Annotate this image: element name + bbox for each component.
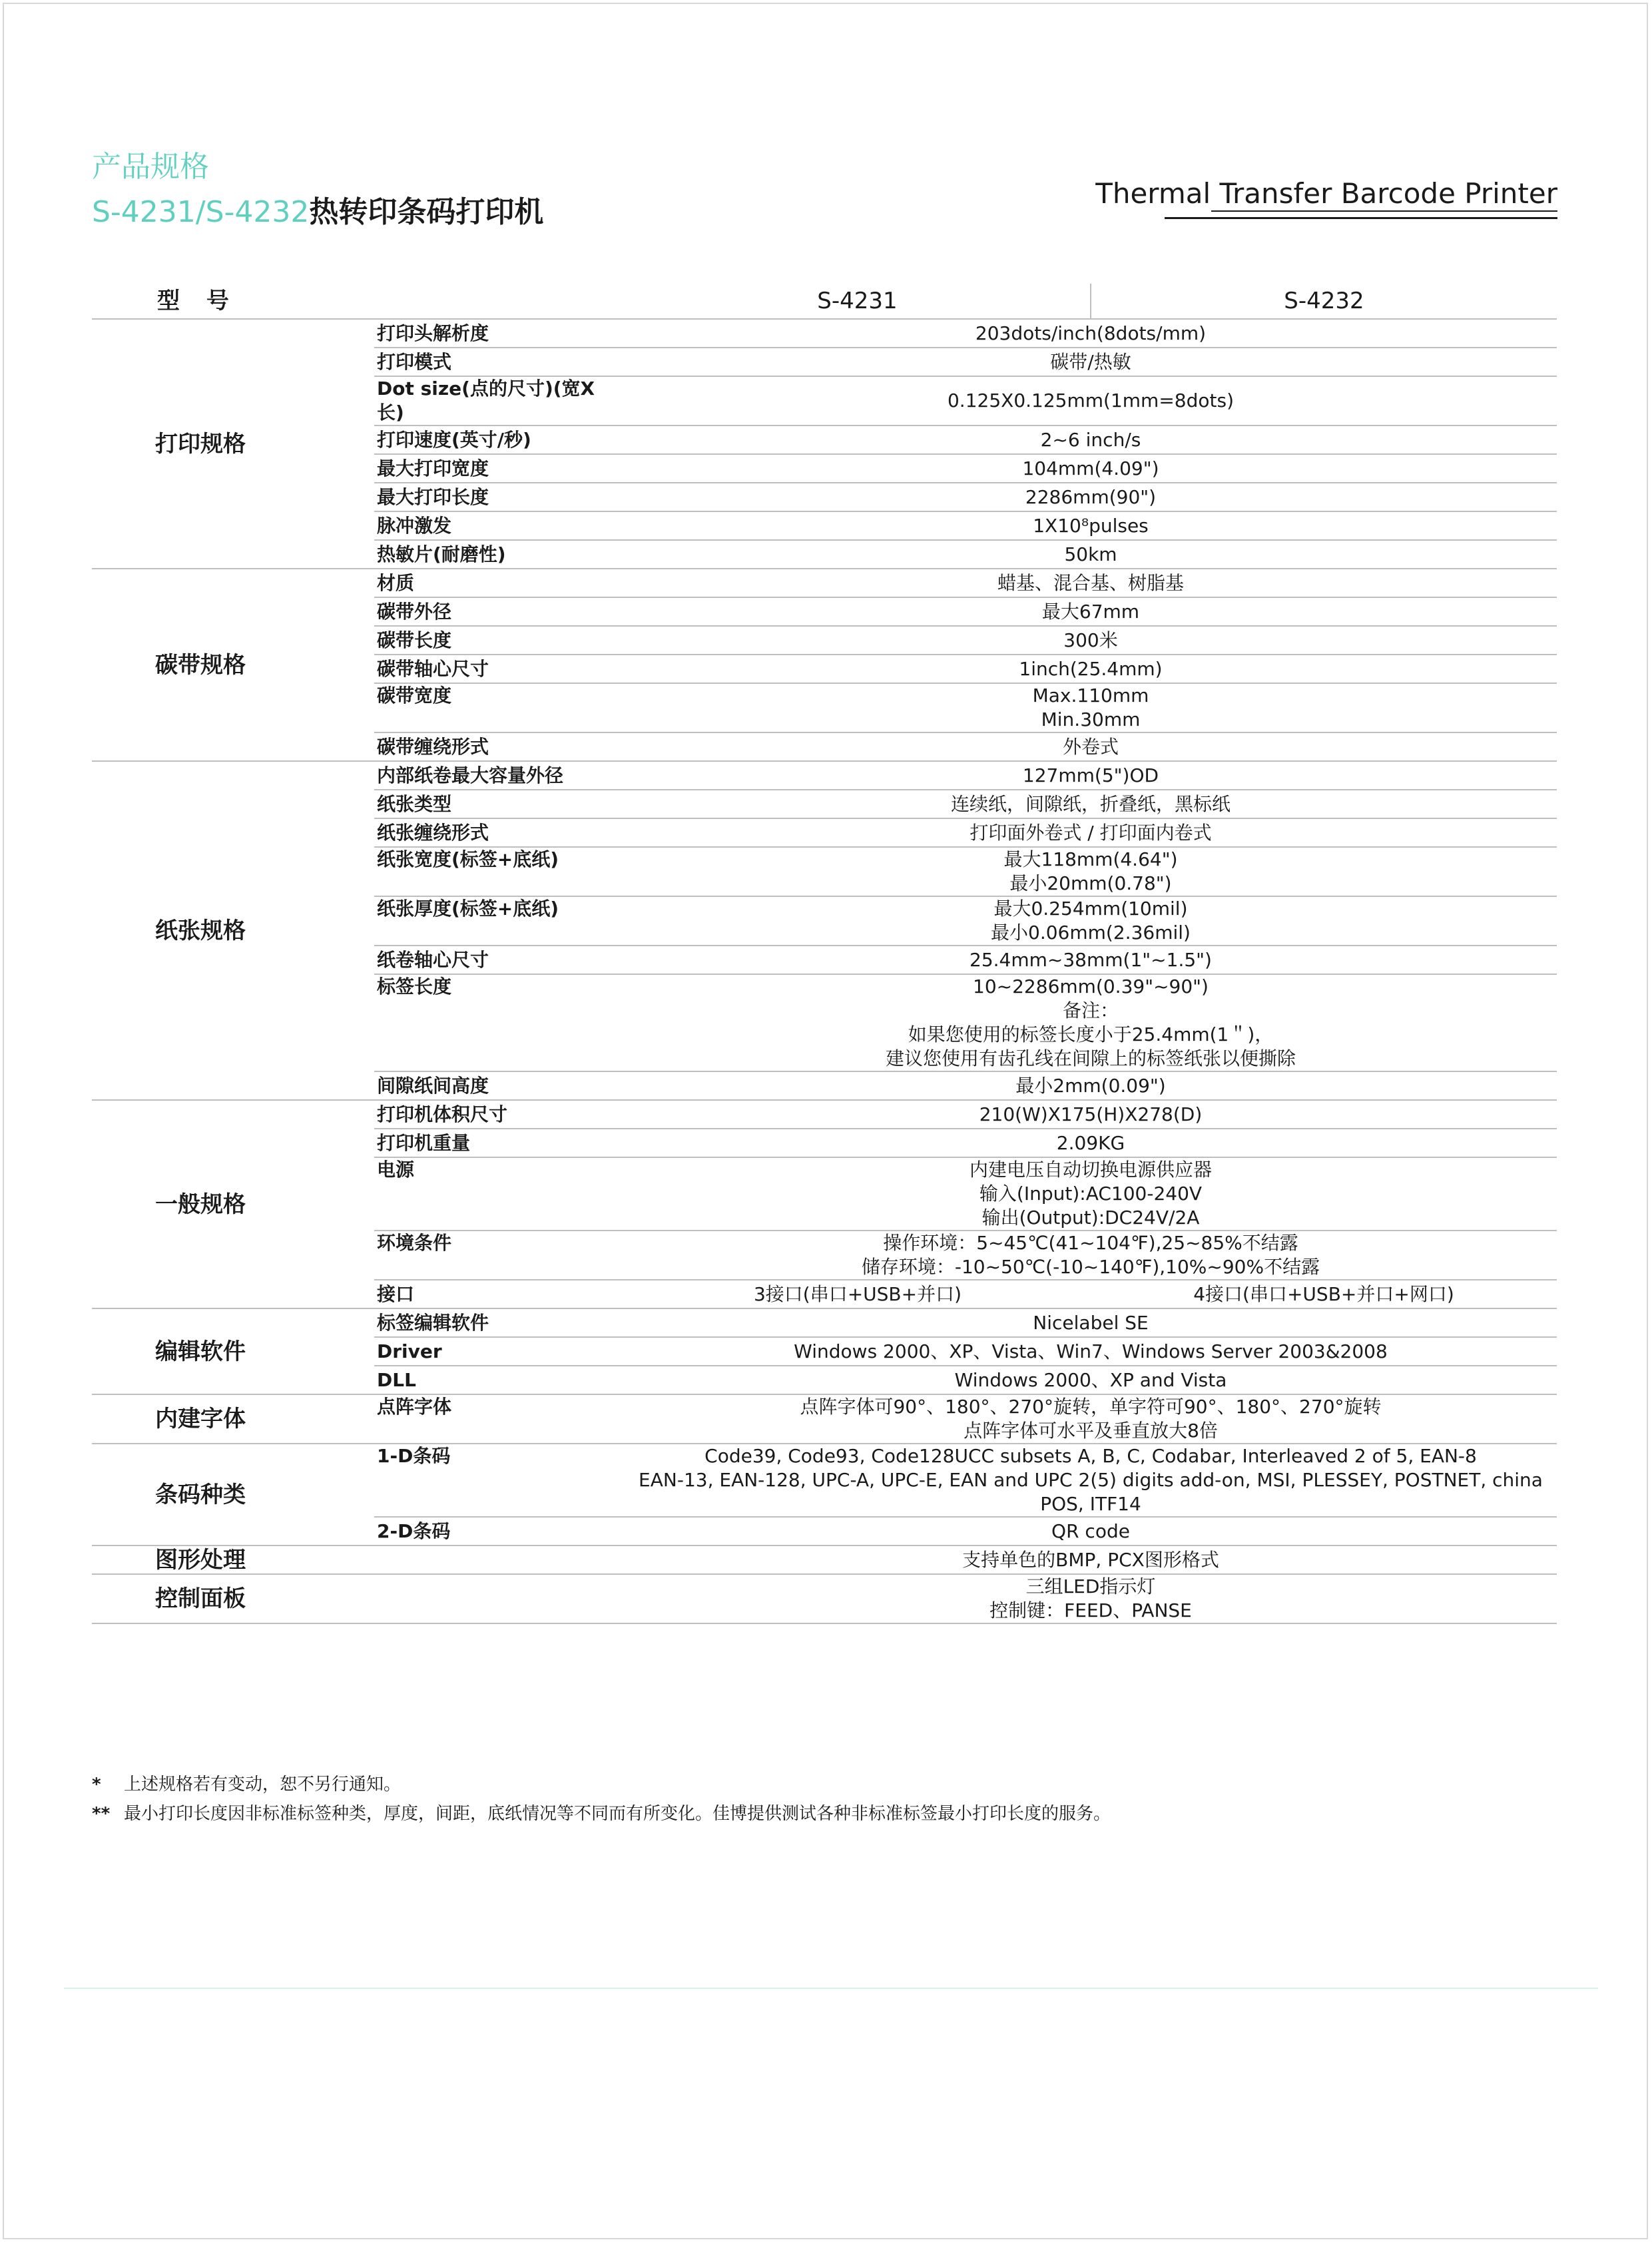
value-line: 三组LED指示灯: [1025, 1575, 1156, 1597]
model2-header: S-4232: [1091, 284, 1557, 319]
footnote-text: 最小打印长度因非标准标签种类，厚度，间距，底纸情况等不同而有所变化。佳博提供测试各种非标准标签最小打印长度的服务。: [124, 1804, 1111, 1824]
value-line: 127mm(5")OD: [1022, 764, 1159, 786]
row-label: 标签编辑软件: [374, 1308, 625, 1337]
value-line: 碳带/热敏: [1050, 350, 1131, 373]
row-label: 碳带缠绕形式: [374, 732, 625, 761]
row-label: 电源: [374, 1157, 625, 1231]
footnote-mark: **: [92, 1804, 111, 1824]
value-line: 储存环境：-10~50℃(-10~140℉),10%~90%不结露: [861, 1256, 1320, 1278]
table-row: [92, 1394, 1557, 1444]
row-label: DLL: [374, 1366, 625, 1394]
bottom-divider: [64, 1988, 1598, 1989]
row-label: 脉冲激发: [374, 511, 625, 540]
row-label: 纸张缠绕形式: [374, 818, 625, 847]
table-row: [92, 1574, 1557, 1623]
value-line: 10~2286mm(0.39"~90"): [973, 976, 1209, 997]
row-value-model2: 4接口(串口+USB+并口+网口): [1091, 1280, 1557, 1308]
product-title: [92, 188, 543, 230]
row-label: 碳带宽度: [374, 683, 625, 732]
spec-table: [92, 284, 1557, 1624]
value-line: 控制键：FEED、PANSE: [989, 1599, 1192, 1621]
value-line: Min.30mm: [1041, 708, 1141, 730]
footnote-mark: *: [92, 1775, 101, 1795]
value-line: Windows 2000、XP、Vista、Win7、Windows Server 2003&2008: [794, 1340, 1388, 1362]
value-line: 最小20mm(0.78"): [1009, 872, 1172, 894]
row-value-model1: 3接口(串口+USB+并口): [625, 1280, 1091, 1308]
row-label: Driver: [374, 1337, 625, 1366]
row-label: 打印机重量: [374, 1129, 625, 1157]
value-line: 1X10⁸pulses: [1033, 514, 1149, 537]
row-value: [625, 818, 1557, 847]
row-value: [625, 511, 1557, 540]
value-line: 25.4mm~38mm(1"~1.5"): [969, 948, 1212, 971]
value-line: 300米: [1063, 629, 1118, 651]
row-value: [625, 319, 1557, 348]
value-line: 最大67mm: [1041, 600, 1140, 623]
value-line: EAN-13, EAN-128, UPC-A, UPC-E, EAN and UPC 2(5) digits add-on, MSI, PLESSEY, POSTNET, china: [639, 1469, 1543, 1491]
row-label: 打印速度(英寸/秒): [374, 425, 625, 454]
row-value: [625, 790, 1557, 818]
table-row: [92, 1444, 1557, 1517]
value-line: 蜡基、混合基、树脂基: [997, 571, 1184, 594]
row-value: [625, 425, 1557, 454]
row-label: 间隙纸间高度: [374, 1071, 625, 1100]
model1-header: S-4231: [625, 284, 1091, 319]
row-label: 碳带轴心尺寸: [374, 655, 625, 683]
value-line: 最小2mm(0.09"): [1015, 1074, 1166, 1097]
row-value: [625, 1337, 1557, 1366]
footnote: [92, 1770, 1111, 1799]
value-line: 如果您使用的标签长度小于25.4mm(1＂)，: [908, 1023, 1274, 1045]
row-value: [625, 761, 1557, 790]
title-underline: [1211, 210, 1557, 212]
row-label: [374, 1545, 625, 1574]
section-name: 打印规格: [92, 319, 374, 569]
row-value: [625, 1129, 1557, 1157]
section-name: 条码种类: [92, 1444, 374, 1545]
value-line: 内建电压自动切换电源供应器: [969, 1159, 1212, 1181]
title-underline-2: [1165, 217, 1557, 219]
value-line: 最大118mm(4.64"): [1003, 848, 1178, 870]
footnote: [92, 1799, 1111, 1828]
row-value: [625, 540, 1557, 569]
table-row: [92, 569, 1557, 597]
row-label: 碳带长度: [374, 626, 625, 655]
value-line: 建议您使用有齿孔线在间隙上的标签纸张以便撕除: [885, 1047, 1296, 1069]
row-value: [625, 1231, 1557, 1280]
row-label: 点阵字体: [374, 1394, 625, 1444]
section-name: 一般规格: [92, 1100, 374, 1308]
value-line: 点阵字体可水平及垂直放大8倍: [964, 1420, 1218, 1442]
value-line: 50km: [1064, 543, 1117, 565]
row-label: 最大打印长度: [374, 483, 625, 511]
section-name: 编辑软件: [92, 1308, 374, 1394]
value-line: 0.125X0.125mm(1mm=8dots): [947, 390, 1234, 412]
value-line: 最大0.254mm(10mil): [993, 898, 1188, 920]
row-value: [625, 1157, 1557, 1231]
table-row: [92, 761, 1557, 790]
row-value: [625, 483, 1557, 511]
value-line: 104mm(4.09"): [1022, 457, 1159, 479]
row-label: 接口: [374, 1280, 625, 1308]
row-value: [625, 655, 1557, 683]
row-label: 内部纸卷最大容量外径: [374, 761, 625, 790]
row-value: [625, 376, 1557, 425]
row-value: [625, 946, 1557, 974]
row-label: 纸张类型: [374, 790, 625, 818]
value-line: Windows 2000、XP and Vista: [954, 1368, 1227, 1391]
row-label: 2-D条码: [374, 1517, 625, 1545]
row-label: 热敏片(耐磨性): [374, 540, 625, 569]
footnotes: [92, 1770, 1111, 1828]
value-line: POS, ITF14: [1040, 1493, 1141, 1515]
row-value: [625, 896, 1557, 946]
table-header-row: [92, 284, 1557, 319]
row-label: 打印机体积尺寸: [374, 1100, 625, 1129]
value-line: 输入(Input):AC100-240V: [979, 1183, 1203, 1205]
row-value: [625, 847, 1557, 896]
row-value: [625, 1574, 1557, 1623]
row-label: 打印头解析度: [374, 319, 625, 348]
row-value: [625, 1366, 1557, 1394]
row-label: 1-D条码: [374, 1444, 625, 1517]
category-title: 产品规格: [92, 150, 209, 184]
section-name: 图形处理: [92, 1545, 374, 1574]
row-label: 环境条件: [374, 1231, 625, 1280]
row-label: 材质: [374, 569, 625, 597]
model-header-label: 型 号: [92, 284, 374, 319]
row-value: [625, 626, 1557, 655]
value-line: 支持单色的BMP, PCX图形格式: [962, 1548, 1219, 1571]
value-line: 2.09KG: [1056, 1131, 1125, 1154]
row-label: [374, 1574, 625, 1623]
section-name: 碳带规格: [92, 569, 374, 761]
table-row: [92, 1545, 1557, 1574]
table-row: [92, 1308, 1557, 1337]
english-title-text: Thermal Transfer Barcode Printer: [1095, 177, 1557, 210]
row-value: [625, 974, 1557, 1071]
row-label: 纸张宽度(标签+底纸): [374, 847, 625, 896]
value-line: Nicelabel SE: [1033, 1311, 1149, 1334]
value-line: QR code: [1051, 1520, 1130, 1542]
value-line: Max.110mm: [1032, 685, 1149, 706]
row-label: 纸张厚度(标签+底纸): [374, 896, 625, 946]
english-title: [1095, 177, 1557, 210]
value-line: 210(W)X175(H)X278(D): [979, 1103, 1203, 1125]
row-value: [625, 683, 1557, 732]
section-name: 内建字体: [92, 1394, 374, 1444]
row-value: [625, 732, 1557, 761]
value-line: 连续纸，间隙纸，折叠纸，黑标纸: [950, 792, 1231, 815]
section-name: 控制面板: [92, 1574, 374, 1623]
value-line: 备注：: [1062, 999, 1119, 1021]
value-line: 打印面外卷式 / 打印面内卷式: [969, 821, 1212, 844]
value-line: 点阵字体可90°、180°、270°旋转，单字符可90°、180°、270°旋转: [800, 1396, 1382, 1418]
row-label: 打印模式: [374, 348, 625, 376]
row-label: 标签长度: [374, 974, 625, 1071]
product-name: 热转印条码打印机: [309, 195, 544, 229]
value-line: 2~6 inch/s: [1040, 428, 1141, 451]
row-value: [625, 1444, 1557, 1517]
row-value: [625, 1071, 1557, 1100]
value-line: 2286mm(90"): [1025, 485, 1157, 508]
row-label: Dot size(点的尺寸)(宽X长): [374, 376, 625, 425]
value-line: 操作环境：5~45℃(41~104℉),25~85%不结露: [883, 1232, 1298, 1254]
value-line: Code39, Code93, Code128UCC subsets A, B, C, Codabar, Interleaved 2 of 5, EAN-8: [704, 1445, 1477, 1467]
row-value: [625, 1100, 1557, 1129]
row-label: 纸卷轴心尺寸: [374, 946, 625, 974]
value-line: 输出(Output):DC24V/2A: [981, 1207, 1200, 1229]
value-line: 外卷式: [1062, 735, 1119, 758]
row-value: [625, 1545, 1557, 1574]
row-label: 碳带外径: [374, 597, 625, 626]
row-value: [625, 1517, 1557, 1545]
table-row: [92, 319, 1557, 348]
value-line: 最小0.06mm(2.36mil): [991, 922, 1191, 944]
value-line: 203dots/inch(8dots/mm): [975, 322, 1207, 344]
row-value: [625, 1308, 1557, 1337]
footnote-text: 上述规格若有变动，恕不另行通知。: [124, 1775, 402, 1795]
row-label: 最大打印宽度: [374, 454, 625, 483]
header-spacer: [374, 284, 625, 319]
row-value: [625, 454, 1557, 483]
row-value: [625, 569, 1557, 597]
value-line: 1inch(25.4mm): [1019, 657, 1163, 680]
row-value: [625, 348, 1557, 376]
model-number: S-4231/S-4232: [92, 195, 310, 229]
section-name: 纸张规格: [92, 761, 374, 1100]
row-value: [625, 1394, 1557, 1444]
row-value: [625, 597, 1557, 626]
table-row: [92, 1100, 1557, 1129]
